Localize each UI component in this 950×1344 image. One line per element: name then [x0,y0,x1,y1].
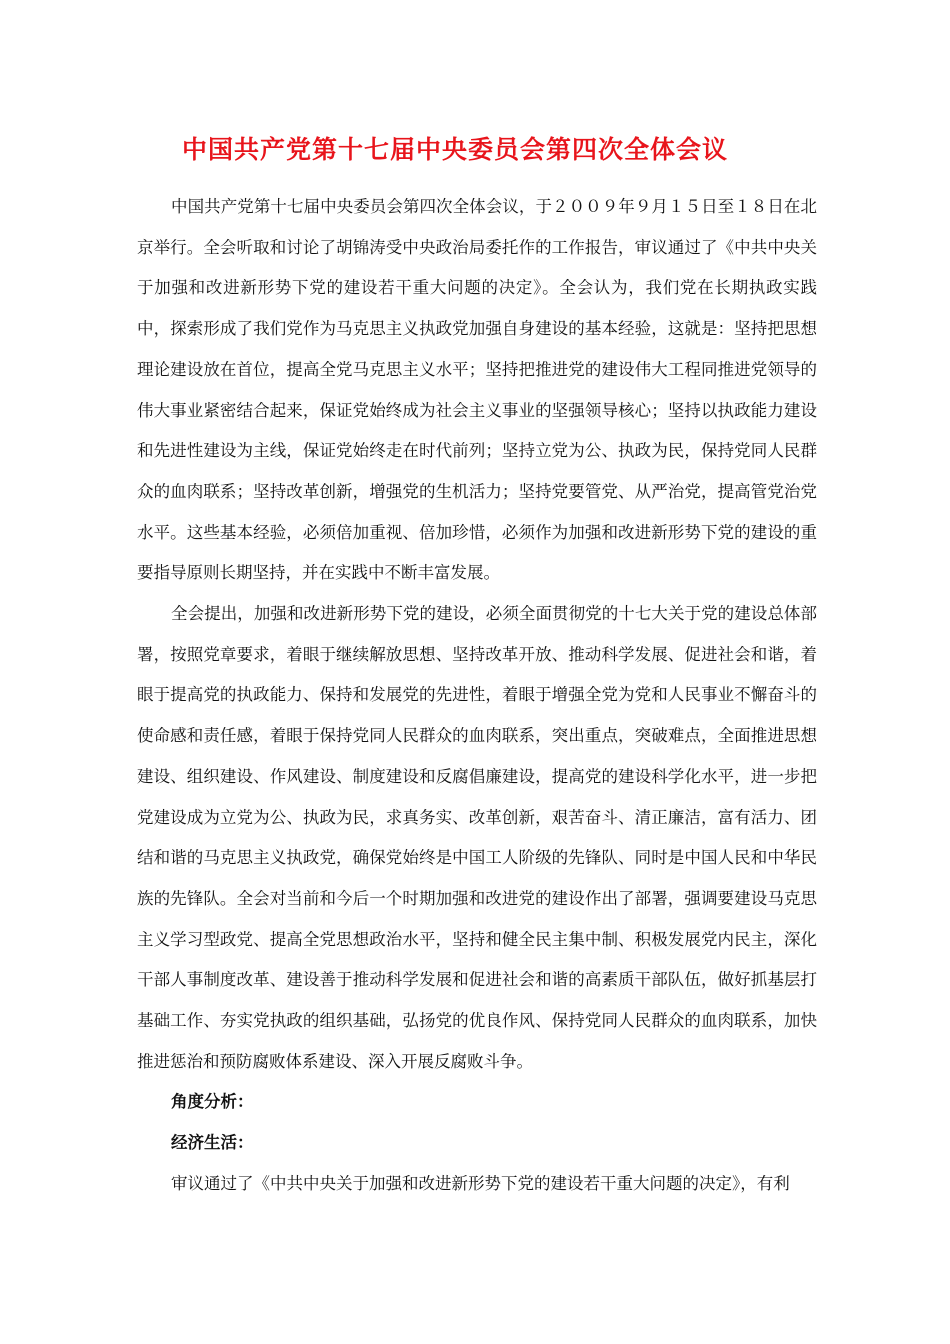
paragraph-1: 中国共产党第十七届中央委员会第四次全体会议，于２００９年９月１５日至１８日在北京举行。全会听取和讨论了胡锦涛受中央政治局委托作的工作报告，审议通过了《中共中央关于加强和改进新形势下党的建设若干重大问题的决定》。全会认为，我们党在长期执政实践中，探索形成了我们党作为马克思主义执政党加强自身建设的基本经验，这就是：坚持把思想理论建设放在首位，提高全党马克思主义水平；坚持把推进党的建设伟大工程同推进党领导的伟大事业紧密结合起来，保证党始终成为社会主义事业的坚强领导核心；坚持以执政能力建设和先进性建设为主线，保证党始终走在时代前列；坚持立党为公、执政为民，保持党同人民群众的血肉联系；坚持改革创新，增强党的生机活力；坚持党要管党、从严治党，提高管党治党水平。这些基本经验，必须倍加重视、倍加珍惜，必须作为加强和改进新形势下党的建设的重要指导原则长期坚持，并在实践中不断丰富发展。 [137,197,817,583]
heading-economic-life: 经济生活： [171,1133,254,1153]
heading-angle-analysis: 角度分析： [171,1092,254,1112]
document-title: 中国共产党第十七届中央委员会第四次全体会议 [181,135,728,164]
document-body [137,187,817,1205]
paragraph-3: 审议通过了《中共中央关于加强和改进新形势下党的建设若干重大问题的决定》，有利 [171,1173,790,1193]
paragraph-2: 全会提出，加强和改进新形势下党的建设，必须全面贯彻党的十七大关于党的建设总体部署，按照党章要求，着眼于继续解放思想、坚持改革开放、推动科学发展、促进社会和谐，着眼于提高党的执政能力、保持和发展党的先进性，着眼于增强全党为党和人民事业不懈奋斗的使命感和责任感，着眼于保持党同人民群众的血肉联系，突出重点，突破难点，全面推进思想建设、组织建设、作风建设、制度建设和反腐倡廉建设，提高党的建设科学化水平，进一步把党建设成为立党为公、执政为民，求真务实、改革创新，艰苦奋斗、清正廉洁，富有活力、团结和谐的马克思主义执政党，确保党始终是中国工人阶级的先锋队、同时是中国人民和中华民族的先锋队。全会对当前和今后一个时期加强和改进党的建设作出了部署，强调要建设马克思主义学习型政党、提高全党思想政治水平，坚持和健全民主集中制、积极发展党内民主，深化干部人事制度改革、建设善于推动科学发展和促进社会和谐的高素质干部队伍，做好抓基层打基础工作、夯实党执政的组织基础，弘扬党的优良作风、保持党同人民群众的血肉联系，加快推进惩治和预防腐败体系建设、深入开展反腐败斗争。 [137,604,817,1071]
